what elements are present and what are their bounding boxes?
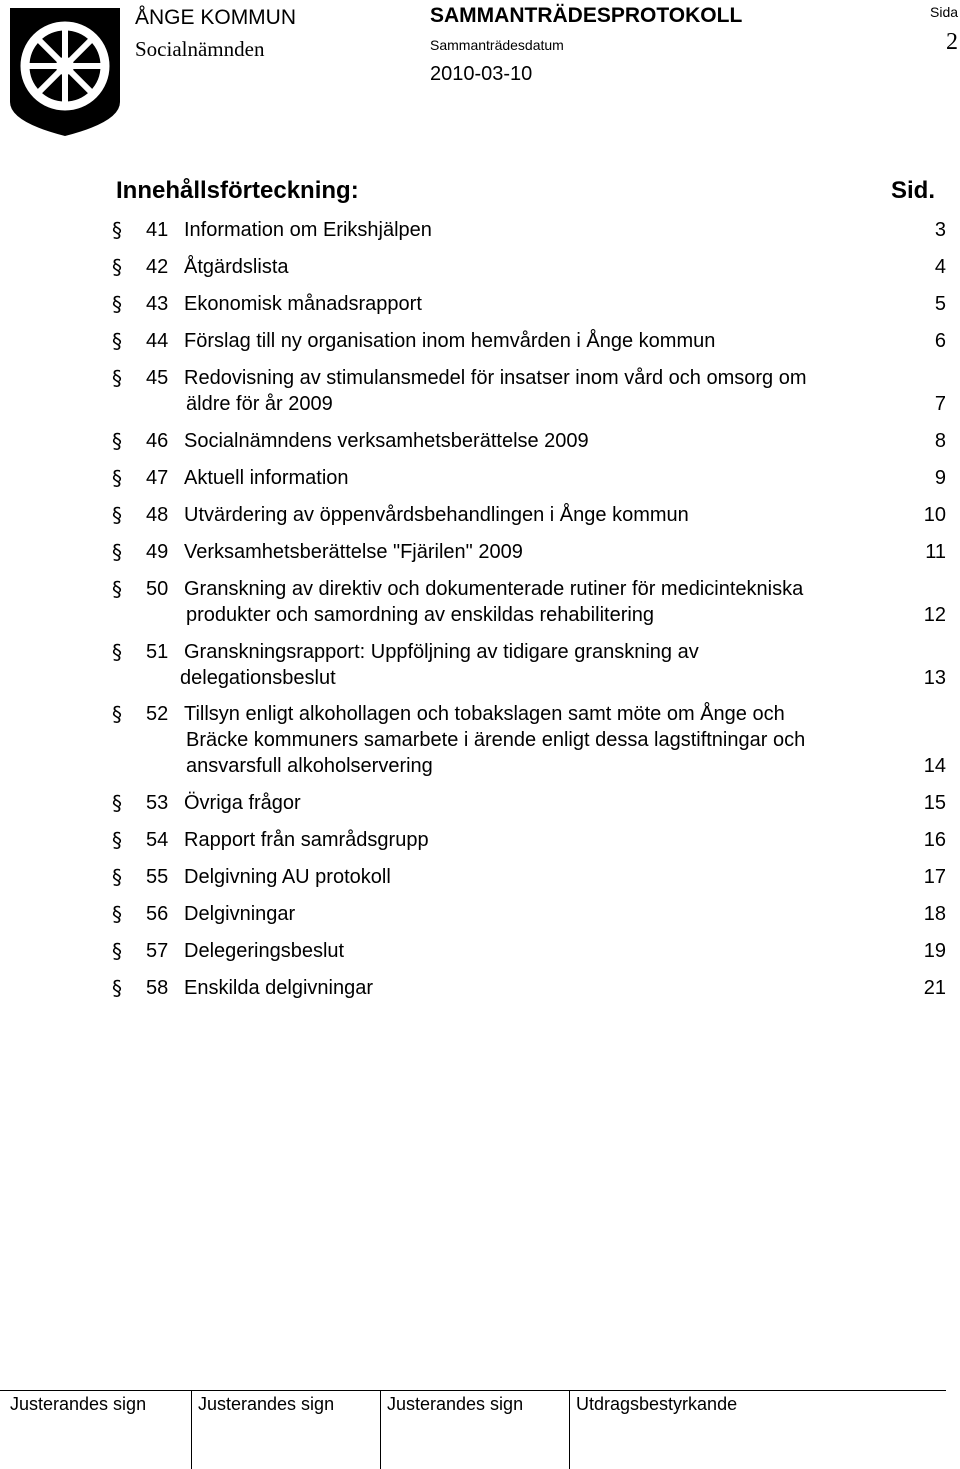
- entry-title: Enskilda delgivningar: [184, 977, 374, 999]
- entry-page: 4: [934, 256, 946, 278]
- section-symbol: §: [112, 255, 122, 279]
- entry-title: Delgivning AU protokoll: [184, 866, 391, 888]
- entry-page: 11: [925, 541, 946, 563]
- entry-page: 12: [923, 604, 946, 626]
- entry-title-continued: delegationsbeslut: [180, 667, 336, 689]
- entry-number: 47: [146, 467, 169, 489]
- entry-title: Socialnämndens verksamhetsberättelse 2009: [184, 430, 589, 452]
- document-title: SAMMANTRÄDESPROTOKOLL: [430, 4, 743, 27]
- section-symbol: §: [112, 503, 122, 527]
- entry-page: 10: [923, 504, 946, 526]
- section-symbol: §: [112, 366, 122, 390]
- entry-page: 8: [934, 430, 946, 452]
- entry-title-continued: produkter och samordning av enskildas rehabilitering: [186, 604, 655, 626]
- entry-number: 52: [146, 703, 169, 725]
- entry-title: Utvärdering av öppenvårdsbehandlingen i Ånge kommun: [184, 504, 689, 526]
- entry-title: Åtgärdslista: [184, 256, 289, 278]
- entry-title: Information om Erikshjälpen: [184, 219, 432, 241]
- organization-name: ÅNGE KOMMUN: [135, 6, 297, 29]
- toc-page-heading: Sid.: [891, 177, 936, 204]
- entry-number: 50: [146, 578, 169, 600]
- section-symbol: §: [112, 702, 122, 726]
- certification-field: Utdragsbestyrkande: [576, 1394, 738, 1414]
- section-symbol: §: [112, 865, 122, 889]
- section-symbol: §: [112, 577, 122, 601]
- municipality-logo: [6, 4, 124, 138]
- entry-number: 54: [146, 829, 169, 851]
- entry-page: 14: [923, 755, 946, 777]
- entry-number: 57: [146, 940, 169, 962]
- entry-page: 6: [934, 330, 946, 352]
- entry-title-continued: ansvarsfull alkoholservering: [186, 755, 433, 777]
- entry-title: Tillsyn enligt alkohollagen och tobakslagen samt möte om Ånge och: [184, 703, 785, 725]
- entry-number: 44: [146, 330, 169, 352]
- entry-number: 55: [146, 866, 169, 888]
- department-name: Socialnämnden: [135, 37, 265, 61]
- entry-number: 51: [146, 641, 169, 663]
- entry-number: 49: [146, 541, 169, 563]
- section-symbol: §: [112, 292, 122, 316]
- section-symbol: §: [112, 791, 122, 815]
- signature-field-3: Justerandes sign: [387, 1394, 524, 1414]
- footer-cell-divider: [569, 1390, 570, 1469]
- entry-page: 7: [934, 393, 946, 415]
- footer-divider: [0, 1390, 946, 1391]
- entry-page: 3: [934, 219, 946, 241]
- signature-field-2: Justerandes sign: [198, 1394, 335, 1414]
- meeting-date: 2010-03-10: [430, 63, 533, 85]
- entry-number: 41: [146, 219, 169, 241]
- section-symbol: §: [112, 540, 122, 564]
- entry-title: Rapport från samrådsgrupp: [184, 829, 429, 851]
- entry-page: 9: [934, 467, 946, 489]
- entry-page: 19: [923, 940, 946, 962]
- entry-number: 43: [146, 293, 169, 315]
- entry-number: 42: [146, 256, 169, 278]
- entry-number: 53: [146, 792, 169, 814]
- entry-page: 18: [923, 903, 946, 925]
- entry-title: Aktuell information: [184, 467, 349, 489]
- entry-title-continued: äldre för år 2009: [186, 393, 333, 415]
- entry-title: Redovisning av stimulansmedel för insatser inom vård och omsorg om: [184, 367, 807, 389]
- entry-number: 45: [146, 367, 169, 389]
- entry-page: 21: [923, 977, 946, 999]
- entry-title-continued: Bräcke kommuners samarbete i ärende enligt dessa lagstiftningar och: [186, 729, 806, 751]
- section-symbol: §: [112, 902, 122, 926]
- entry-title: Granskning av direktiv och dokumenterade rutiner för medicintekniska: [184, 578, 804, 600]
- page-label: Sida: [930, 4, 959, 20]
- section-symbol: §: [112, 640, 122, 664]
- entry-title: Delegeringsbeslut: [184, 940, 345, 962]
- section-symbol: §: [112, 429, 122, 453]
- toc-heading: Innehållsförteckning:: [116, 177, 359, 204]
- entry-page: 13: [923, 667, 946, 689]
- footer-cell-divider: [380, 1390, 381, 1469]
- section-symbol: §: [112, 466, 122, 490]
- page-number: 2: [946, 29, 958, 55]
- section-symbol: §: [112, 976, 122, 1000]
- entry-title: Delgivningar: [184, 903, 296, 925]
- entry-title: Verksamhetsberättelse "Fjärilen" 2009: [184, 541, 523, 563]
- entry-number: 46: [146, 430, 169, 452]
- section-symbol: §: [112, 218, 122, 242]
- date-label: Sammanträdesdatum: [430, 37, 564, 53]
- entry-title: Övriga frågor: [184, 792, 301, 814]
- entry-page: 17: [923, 866, 946, 888]
- section-symbol: §: [112, 828, 122, 852]
- signature-field-1: Justerandes sign: [10, 1394, 147, 1414]
- entry-page: 15: [923, 792, 946, 814]
- footer-cell-divider: [191, 1390, 192, 1469]
- section-symbol: §: [112, 329, 122, 353]
- entry-number: 56: [146, 903, 169, 925]
- section-symbol: §: [112, 939, 122, 963]
- entry-number: 58: [146, 977, 169, 999]
- entry-title: Ekonomisk månadsrapport: [184, 293, 422, 315]
- entry-page: 5: [934, 293, 946, 315]
- entry-page: 16: [923, 829, 946, 851]
- entry-title: Granskningsrapport: Uppföljning av tidigare granskning av: [184, 641, 699, 663]
- entry-title: Förslag till ny organisation inom hemvården i Ånge kommun: [184, 330, 716, 352]
- entry-number: 48: [146, 504, 169, 526]
